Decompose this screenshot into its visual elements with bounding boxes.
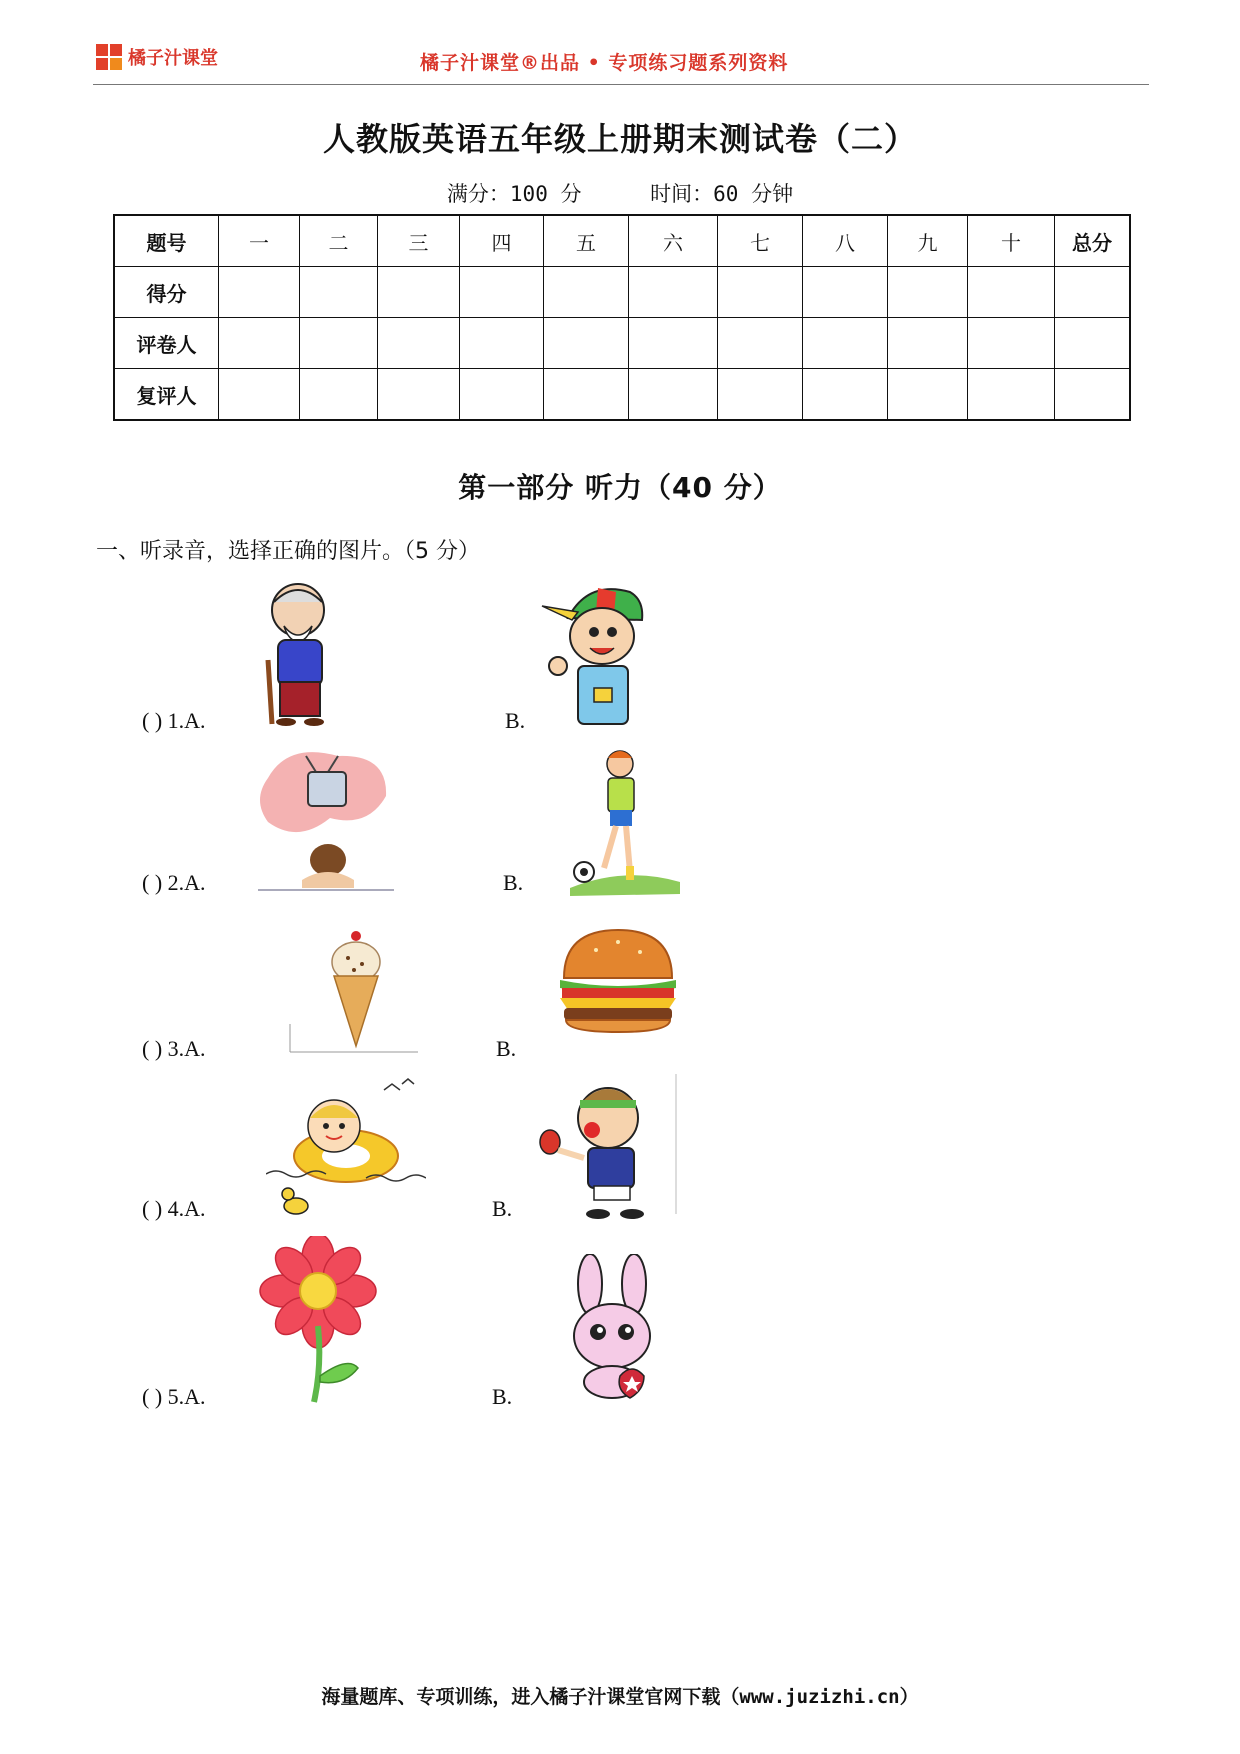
score-cell [629, 369, 718, 421]
item-1-a-label: ( ) 1.A. [142, 708, 206, 733]
score-cell [888, 369, 968, 421]
table-header-cell: 九 [888, 215, 968, 267]
header-title: 橘子汁课堂®出品 • 专项练习题系列资料 [420, 52, 789, 74]
item-4-b-label: B. [492, 1196, 513, 1221]
score-cell [1055, 267, 1131, 318]
full-score: 满分：100 分 [446, 182, 582, 206]
score-cell [968, 369, 1055, 421]
score-cell [544, 318, 629, 369]
table-header-cell: 十 [968, 215, 1055, 267]
table-header-cell: 总分 [1055, 215, 1131, 267]
footer-text: 海量题库、专项训练，进入橘子汁课堂官网下载（www.juzizhi.cn） [321, 1686, 919, 1708]
item-3-a-label: ( ) 3.A. [142, 1036, 206, 1061]
table-row [114, 369, 1130, 421]
table-header-cell: 七 [718, 215, 803, 267]
question-instruction: 一、听录音，选择正确的图片。（5 分） [96, 539, 480, 564]
score-cell [803, 318, 888, 369]
score-cell [1055, 318, 1131, 369]
old-man-icon [256, 582, 356, 728]
item-1-b-label: B. [505, 708, 526, 733]
score-cell [219, 369, 300, 421]
score-cell [544, 369, 629, 421]
score-cell [378, 369, 460, 421]
score-cell [460, 318, 544, 369]
table-header-cell: 题号 [114, 215, 219, 267]
score-cell [718, 318, 803, 369]
score-cell [1055, 369, 1131, 421]
score-cell [968, 267, 1055, 318]
score-cell [888, 267, 968, 318]
table-header-cell: 三 [378, 215, 460, 267]
rabbit-icon [560, 1254, 664, 1400]
score-table-header-row [114, 215, 1130, 267]
score-cell [803, 369, 888, 421]
header-divider [93, 84, 1149, 85]
boy-thumbs-up-icon [538, 578, 660, 730]
ice-cream-icon [288, 928, 420, 1056]
score-cell [718, 369, 803, 421]
item-3-b-label: B. [496, 1036, 517, 1061]
item-2-b-label: B. [503, 870, 524, 895]
score-cell [460, 267, 544, 318]
flower-icon [258, 1236, 378, 1406]
score-table [113, 214, 1131, 421]
page-title: 人教版英语五年级上册期末测试卷（二） [322, 120, 917, 158]
score-cell [378, 267, 460, 318]
score-cell [629, 267, 718, 318]
boy-playing-football-icon [570, 748, 680, 898]
score-cell [544, 267, 629, 318]
score-cell [460, 369, 544, 421]
exam-time: 时间：60 分钟 [650, 182, 794, 206]
score-cell [219, 318, 300, 369]
item-5-b-label: B. [492, 1384, 513, 1409]
score-cell [219, 267, 300, 318]
row-label: 评卷人 [114, 318, 219, 369]
item-5-a-label: ( ) 5.A. [142, 1384, 206, 1409]
item-2-a-label: ( ) 2.A. [142, 870, 206, 895]
row-label: 得分 [114, 267, 219, 318]
table-row [114, 267, 1130, 318]
section-title: 第一部分 听力（40 分） [458, 471, 782, 504]
table-header-cell: 六 [629, 215, 718, 267]
row-label: 复评人 [114, 369, 219, 421]
table-header-cell: 一 [219, 215, 300, 267]
child-watching-tv-icon [258, 748, 394, 894]
score-cell [378, 318, 460, 369]
hamburger-icon [556, 926, 680, 1034]
table-header-cell: 五 [544, 215, 629, 267]
girl-swimming-icon [266, 1074, 426, 1220]
score-cell [968, 318, 1055, 369]
table-header-cell: 四 [460, 215, 544, 267]
score-cell [888, 318, 968, 369]
logo-mark-icon [96, 44, 122, 70]
table-row [114, 318, 1130, 369]
exam-meta [0, 178, 1240, 208]
item-4-a-label: ( ) 4.A. [142, 1196, 206, 1221]
score-cell [629, 318, 718, 369]
table-header-cell: 八 [803, 215, 888, 267]
score-cell [718, 267, 803, 318]
score-cell [803, 267, 888, 318]
logo-text: 橘子汁课堂 [128, 48, 218, 69]
table-header-cell: 二 [300, 215, 378, 267]
score-cell [300, 318, 378, 369]
score-cell [300, 369, 378, 421]
score-cell [300, 267, 378, 318]
boy-ping-pong-icon [538, 1074, 682, 1220]
brand-logo [96, 44, 218, 70]
